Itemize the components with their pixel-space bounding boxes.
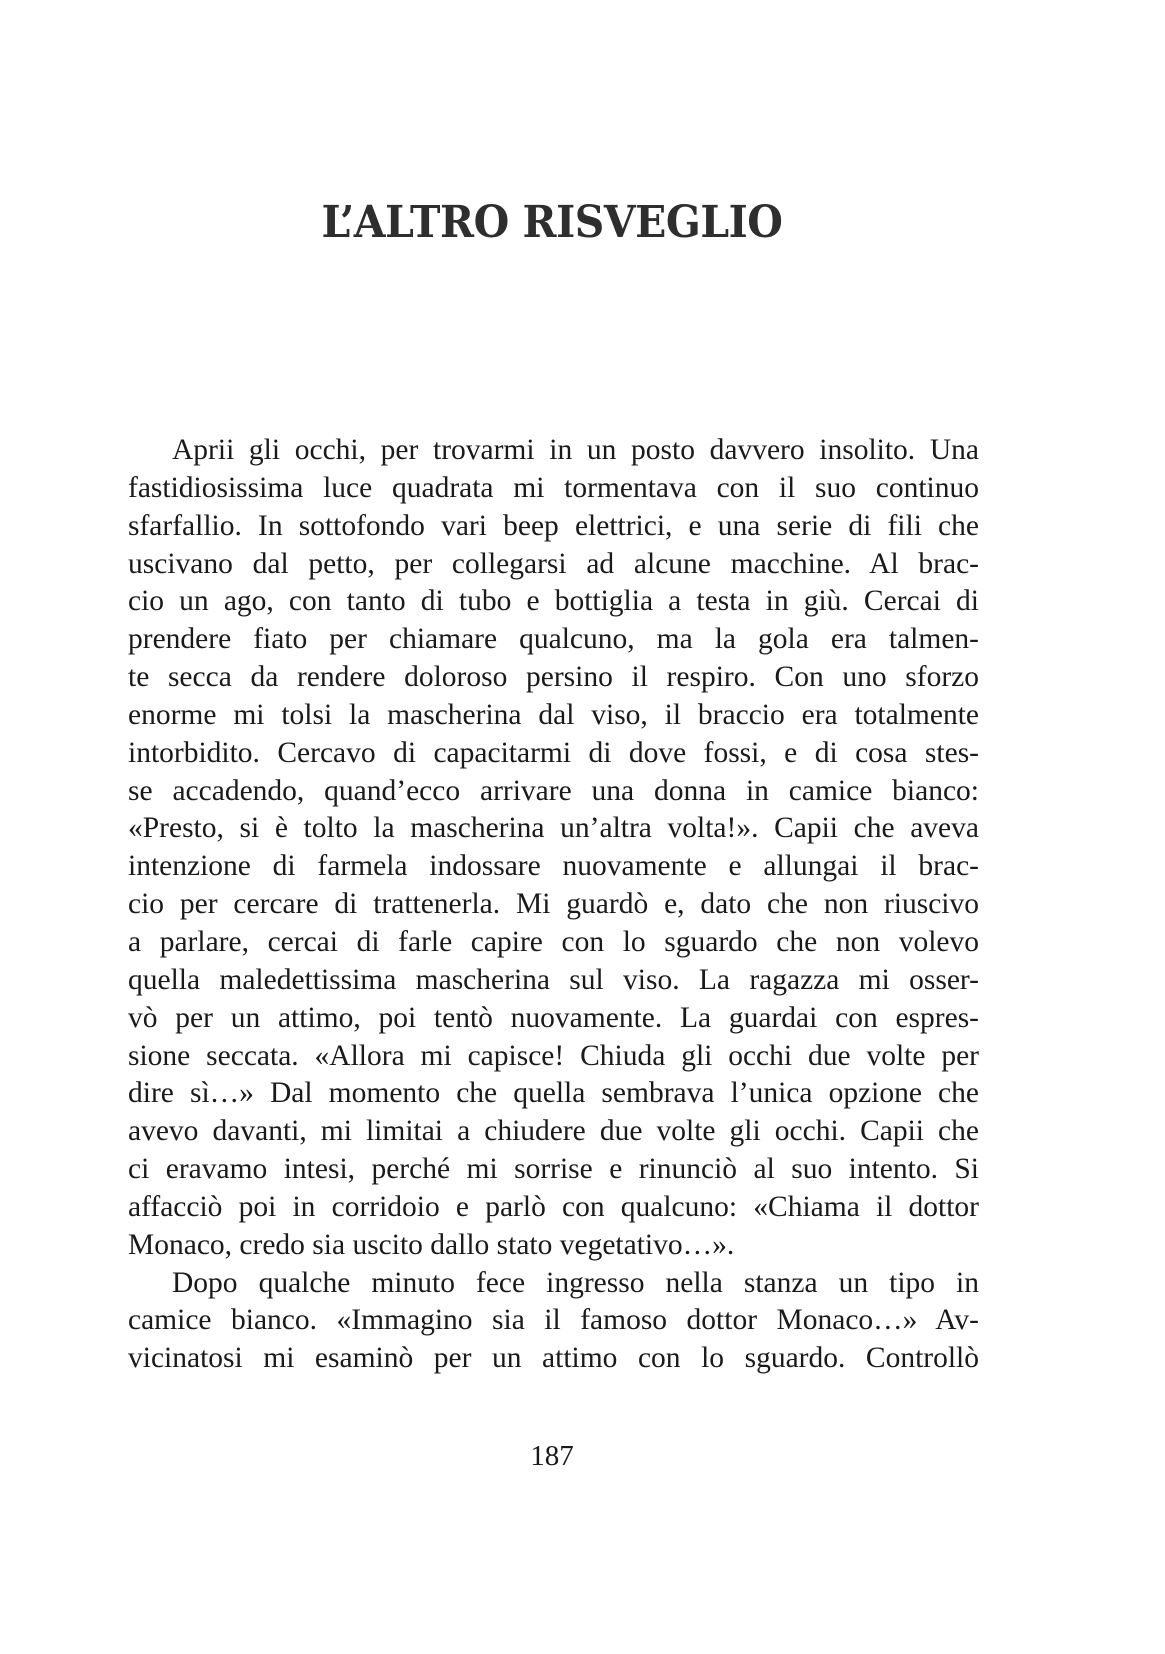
text-line: a parlare, cercai di farle capire con lo sguardo che non volevo — [128, 925, 979, 958]
text-line: sfarfallio. In sottofondo vari beep elettrici, e una serie di fili che — [128, 509, 979, 542]
text-line: dire sì…» Dal momento che quella sembrava l’unica opzione che — [128, 1077, 979, 1110]
text-line: Monaco, credo sia uscito dallo stato vegetativo…». — [128, 1228, 735, 1261]
text-line: Aprii gli occhi, per trovarmi in un posto davvero insolito. Una — [172, 434, 979, 466]
text-line: enorme mi tolsi la mascherina dal viso, il braccio era totalmente — [128, 698, 979, 731]
text-line: ci eravamo intesi, perché mi sorrise e rinunciò al suo intento. Si — [128, 1153, 979, 1186]
text-line: cio un ago, con tanto di tubo e bottiglia a testa in giù. Cercai di — [128, 585, 979, 618]
text-line: quella maledettissima mascherina sul viso. La ragazza mi osser- — [128, 963, 979, 996]
text-line: camice bianco. «Immagino sia il famoso dottor Monaco…» Av- — [128, 1304, 979, 1337]
text-line: intorbidito. Cercavo di capacitarmi di dove fossi, e di cosa stes- — [128, 736, 979, 769]
text-line: vicinatosi mi esaminò per un attimo con lo sguardo. Controllò — [128, 1342, 979, 1375]
text-line: intenzione di farmela indossare nuovamente e allungai il brac- — [128, 850, 979, 883]
page-number: 187 — [530, 1440, 574, 1472]
text-line: vò per un attimo, poi tentò nuovamente. La guardai con espres- — [128, 1001, 979, 1034]
text-line: prendere fiato per chiamare qualcuno, ma la gola era talmen- — [128, 623, 979, 656]
text-line: fastidiosissima luce quadrata mi tormentava con il suo continuo — [128, 471, 979, 504]
text-line: affacciò poi in corridoio e parlò con qualcuno: «Chiama il dottor — [128, 1190, 979, 1223]
body-text — [128, 432, 979, 1378]
text-line: uscivano dal petto, per collegarsi ad alcune macchine. Al brac- — [128, 547, 979, 580]
text-line: Dopo qualche minuto fece ingresso nella stanza un tipo in — [172, 1266, 979, 1299]
chapter-title: L’ALTRO RISVEGLIO — [321, 197, 783, 248]
text-line: te secca da rendere doloroso persino il respiro. Con uno sforzo — [128, 661, 979, 694]
text-line: sione seccata. «Allora mi capisce! Chiuda gli occhi due volte per — [128, 1039, 979, 1072]
text-line: cio per cercare di trattenerla. Mi guardò e, dato che non riuscivo — [128, 888, 979, 921]
text-line: se accadendo, quand’ecco arrivare una donna in camice bianco: — [128, 774, 979, 807]
text-line: «Presto, si è tolto la mascherina un’altra volta!». Capii che aveva — [128, 812, 979, 845]
text-line: avevo davanti, mi limitai a chiudere due volte gli occhi. Capii che — [128, 1115, 979, 1148]
